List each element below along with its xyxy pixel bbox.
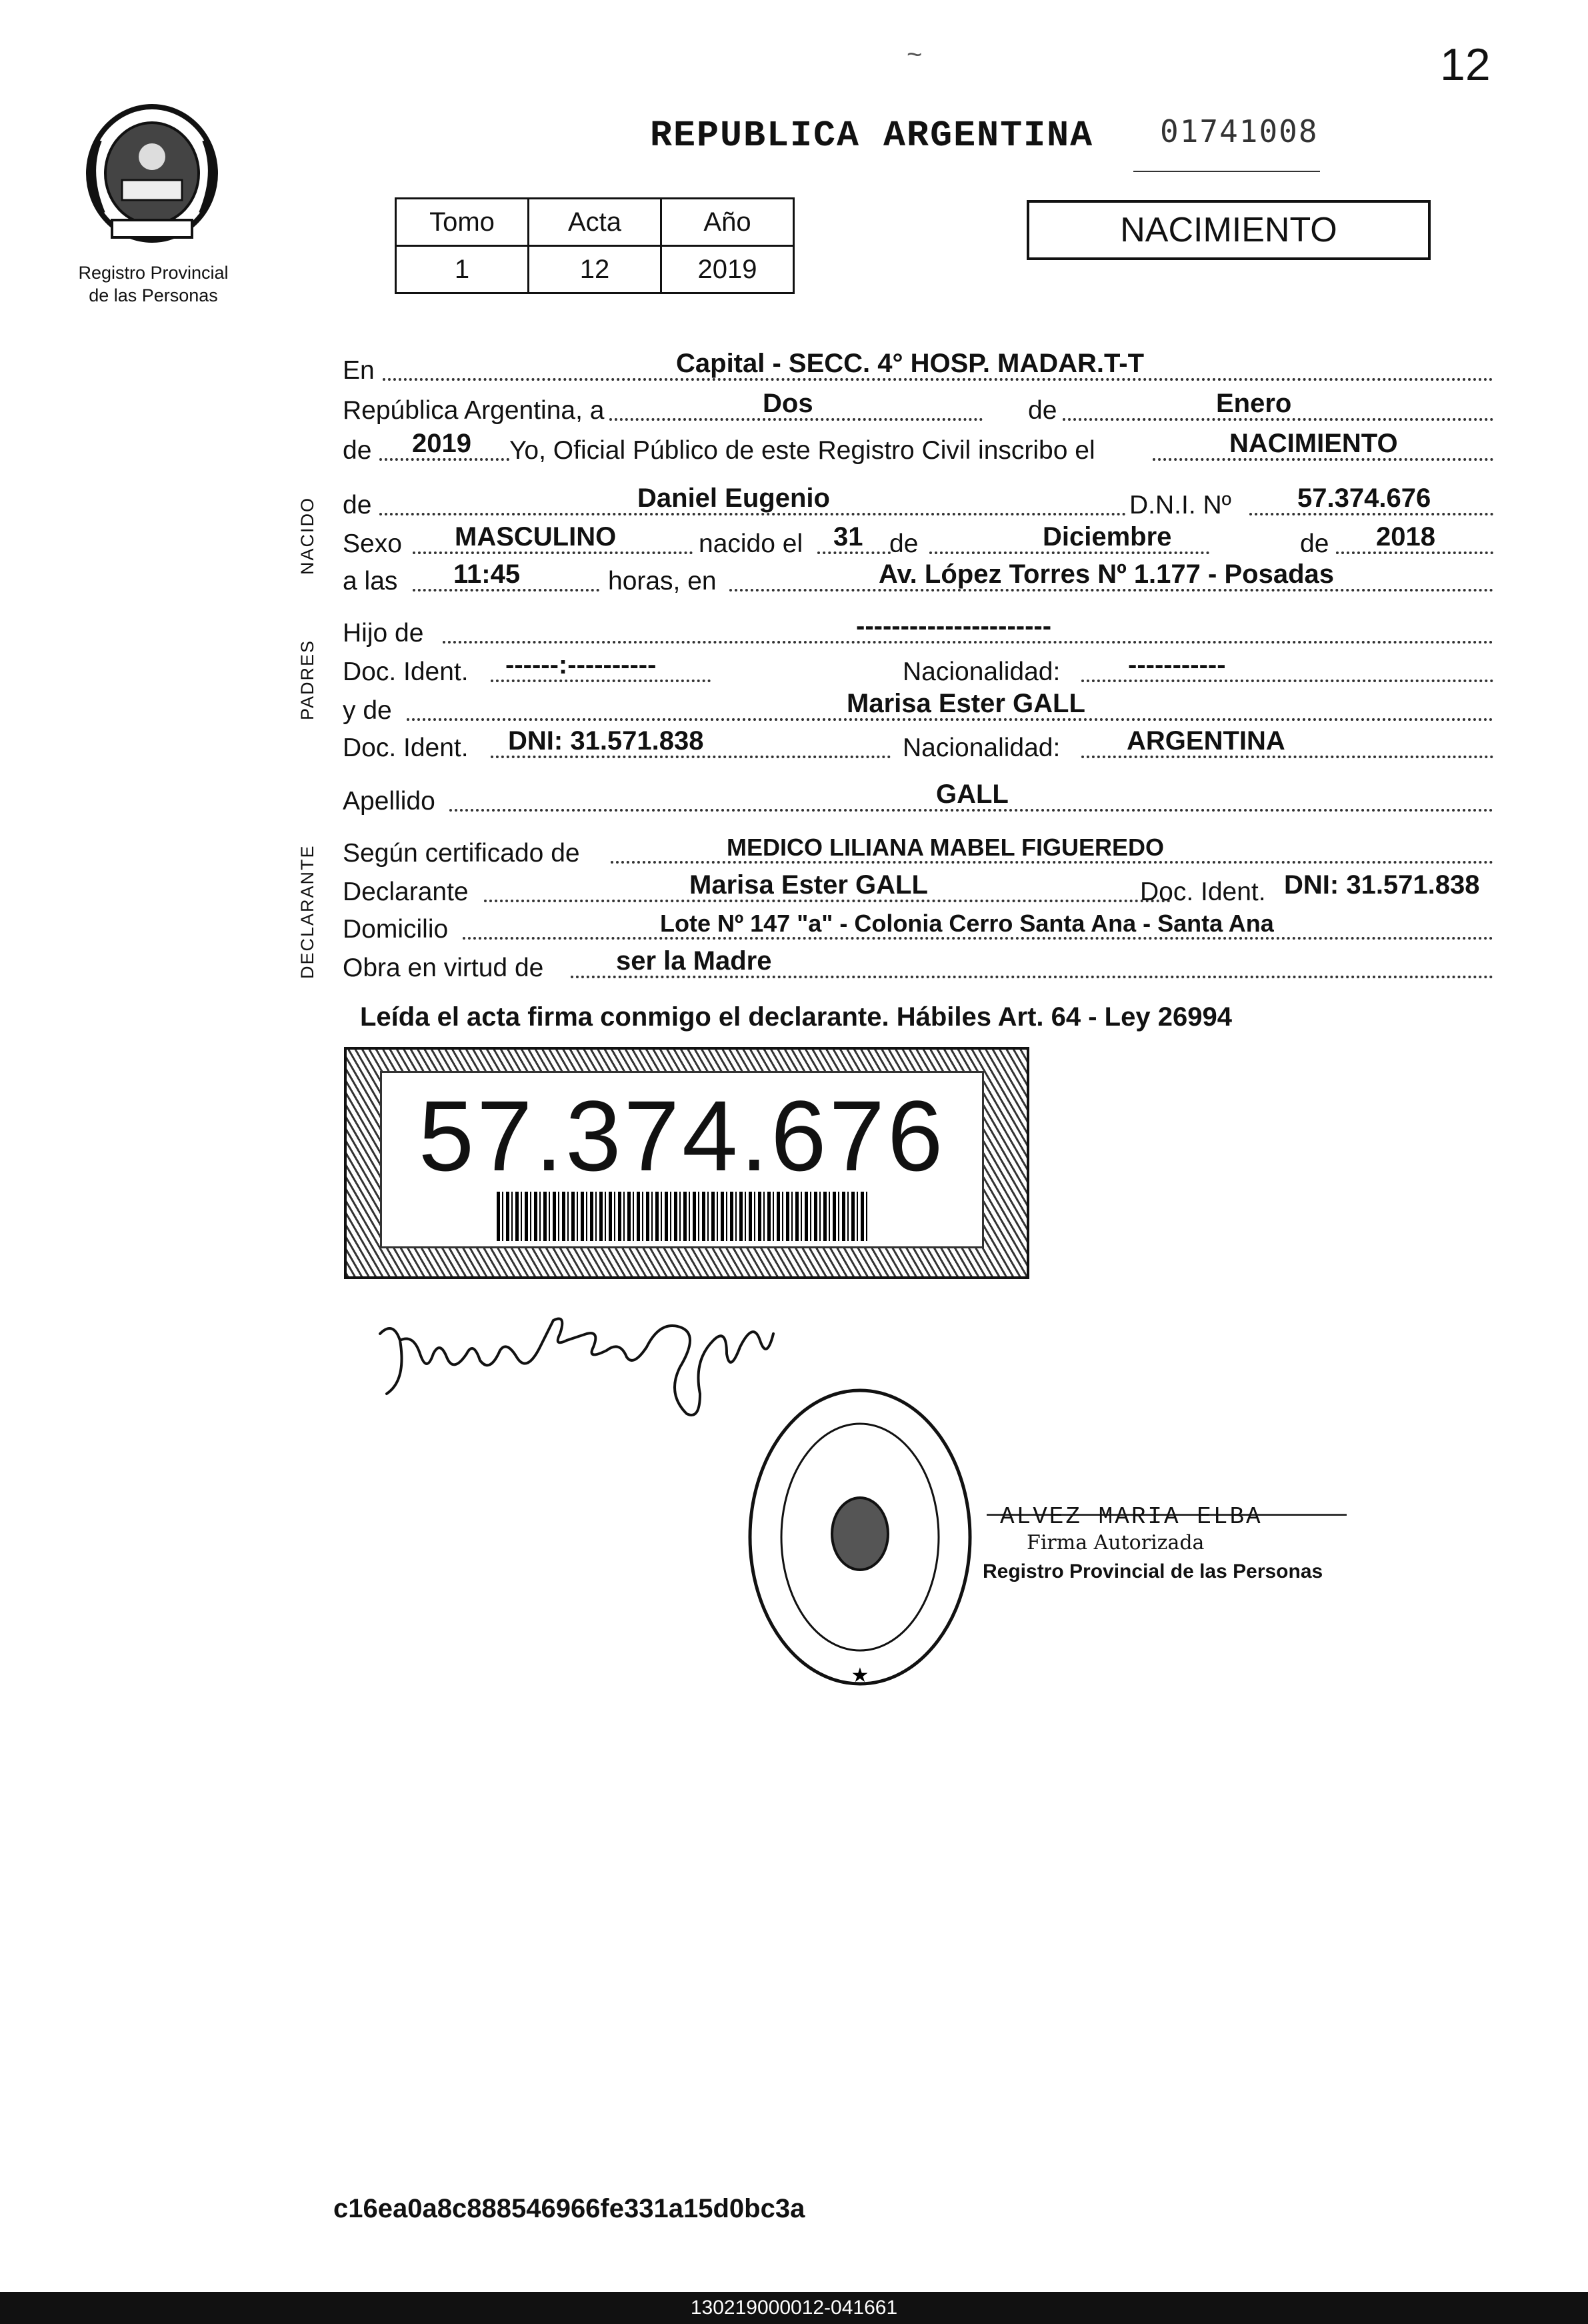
registry-label-line2: de las Personas bbox=[89, 285, 218, 305]
header-tomo: Tomo bbox=[396, 199, 529, 246]
record-table-value-row bbox=[396, 246, 794, 293]
official-name: ALVEZ MARIA ELBA bbox=[1000, 1503, 1263, 1530]
value-birth-place: Av. López Torres Nº 1.177 - Posadas bbox=[879, 559, 1334, 589]
side-label-declarante: DECLARANTE bbox=[297, 844, 317, 979]
label-year-prefix: de bbox=[343, 436, 372, 465]
value-year: 2019 bbox=[412, 429, 471, 458]
value-father-nat: ----------- bbox=[1128, 650, 1226, 680]
row-sex-birth bbox=[343, 522, 1493, 559]
value-domicilio: Lote Nº 147 "a" - Colonia Cerro Santa Ana - Santa Ana bbox=[660, 910, 1274, 937]
dni-card bbox=[344, 1047, 1029, 1279]
row-certificate bbox=[343, 835, 1493, 868]
value-birth-year: 2018 bbox=[1376, 522, 1435, 551]
row-place bbox=[343, 349, 1493, 385]
label-oficial: Yo, Oficial Público de este Registro Civil inscribo el bbox=[509, 436, 1095, 465]
label-alas: a las bbox=[343, 567, 398, 596]
value-dni: 57.374.676 bbox=[1297, 483, 1431, 513]
label-horas: horas, en bbox=[608, 567, 717, 596]
label-de-2: de bbox=[889, 529, 919, 558]
row-apellido bbox=[343, 780, 1493, 816]
label-republica: República Argentina, a bbox=[343, 396, 605, 425]
label-de-3: de bbox=[1300, 529, 1329, 558]
value-father-doc: ------:---------- bbox=[505, 650, 657, 680]
label-domicilio: Domicilio bbox=[343, 915, 449, 944]
value-month: Enero bbox=[1216, 389, 1292, 418]
barcode-icon bbox=[497, 1192, 867, 1241]
province-seal-icon bbox=[72, 100, 232, 247]
official-title: Firma Autorizada bbox=[1027, 1531, 1205, 1554]
record-type-box: NACIMIENTO bbox=[1027, 200, 1431, 260]
label-certificado: Según certificado de bbox=[343, 839, 580, 868]
label-nacionalidad-2: Nacionalidad: bbox=[903, 734, 1061, 762]
value-declarante: Marisa Ester GALL bbox=[689, 870, 928, 900]
registry-label bbox=[60, 261, 247, 307]
label-apellido: Apellido bbox=[343, 787, 435, 816]
value-birth-time: 11:45 bbox=[453, 559, 521, 589]
legal-text: Leída el acta firma conmigo el declarante. Hábiles Art. 64 - Ley 26994 bbox=[360, 1002, 1232, 1032]
value-name: Daniel Eugenio bbox=[637, 483, 830, 513]
row-time-place bbox=[343, 559, 1493, 596]
serial-underline bbox=[1133, 171, 1320, 172]
value-obra: ser la Madre bbox=[616, 946, 772, 976]
label-nacido: nacido el bbox=[699, 529, 803, 558]
label-nacionalidad: Nacionalidad: bbox=[903, 658, 1061, 686]
label-doc-2: Doc. Ident. bbox=[343, 734, 469, 762]
dni-card-inner bbox=[380, 1071, 984, 1248]
side-label-nacido: NACIDO bbox=[297, 496, 317, 575]
svg-text:★: ★ bbox=[851, 1664, 869, 1687]
row-year bbox=[343, 429, 1493, 465]
label-doc: Doc. Ident. bbox=[343, 658, 469, 686]
page-number: 12 bbox=[1440, 39, 1491, 90]
footer-code: 130219000012-041661 bbox=[0, 2292, 1588, 2324]
label-yde: y de bbox=[343, 696, 392, 725]
value-sexo: MASCULINO bbox=[455, 522, 617, 551]
row-domicilio bbox=[343, 911, 1493, 944]
row-father bbox=[343, 612, 1493, 648]
row-mother bbox=[343, 689, 1493, 726]
label-obra: Obra en virtud de bbox=[343, 954, 544, 982]
label-de: de bbox=[1028, 396, 1057, 425]
document-title: REPUBLICA ARGENTINA bbox=[650, 115, 1094, 157]
value-father: ---------------------- bbox=[856, 612, 1052, 641]
value-anio: 2019 bbox=[661, 246, 794, 293]
value-birth-month: Diciembre bbox=[1043, 522, 1172, 551]
official-stamp-icon bbox=[740, 1380, 980, 1694]
value-tomo: 1 bbox=[396, 246, 529, 293]
value-act: NACIMIENTO bbox=[1229, 429, 1398, 458]
value-decl-doc: DNI: 31.571.838 bbox=[1284, 870, 1480, 900]
label-hijo: Hijo de bbox=[343, 619, 424, 648]
value-birth-day: 31 bbox=[833, 522, 863, 551]
record-table bbox=[395, 197, 795, 294]
label-declarante: Declarante bbox=[343, 878, 469, 906]
row-father-doc bbox=[343, 650, 1493, 687]
value-mother-doc: DNI: 31.571.838 bbox=[508, 726, 704, 756]
row-name bbox=[343, 483, 1493, 520]
value-day-words: Dos bbox=[763, 389, 813, 418]
value-apellido: GALL bbox=[936, 780, 1009, 809]
dni-card-number: 57.374.676 bbox=[418, 1080, 946, 1192]
serial-number: 01741008 bbox=[1160, 113, 1319, 149]
label-decl-doc: Doc. Ident. bbox=[1140, 878, 1266, 906]
value-certificate: MEDICO LILIANA MABEL FIGUEREDO bbox=[727, 834, 1164, 861]
value-mother: Marisa Ester GALL bbox=[847, 689, 1085, 718]
record-table-header-row bbox=[396, 199, 794, 246]
label-sexo: Sexo bbox=[343, 529, 402, 558]
header-anio: Año bbox=[661, 199, 794, 246]
scan-mark: ~ bbox=[907, 40, 923, 69]
header-acta: Acta bbox=[529, 199, 661, 246]
side-label-padres: PADRES bbox=[297, 639, 317, 720]
label-dni: D.N.I. Nº bbox=[1129, 491, 1231, 519]
registry-label-line1: Registro Provincial bbox=[78, 263, 229, 283]
label-en: En bbox=[343, 356, 375, 385]
value-acta: 12 bbox=[529, 246, 661, 293]
row-date bbox=[343, 389, 1493, 425]
value-mother-nat: ARGENTINA bbox=[1127, 726, 1285, 756]
official-registry: Registro Provincial de las Personas bbox=[983, 1560, 1323, 1582]
document-hash: c16ea0a8c888546966fe331a15d0bc3a bbox=[333, 2194, 805, 2223]
value-place: Capital - SECC. 4° HOSP. MADAR.T-T bbox=[676, 349, 1145, 378]
handwritten-signature-icon bbox=[367, 1294, 793, 1427]
label-name: de bbox=[343, 491, 372, 519]
row-mother-doc bbox=[343, 726, 1493, 763]
row-declarante bbox=[343, 870, 1493, 907]
row-obra bbox=[343, 946, 1493, 983]
